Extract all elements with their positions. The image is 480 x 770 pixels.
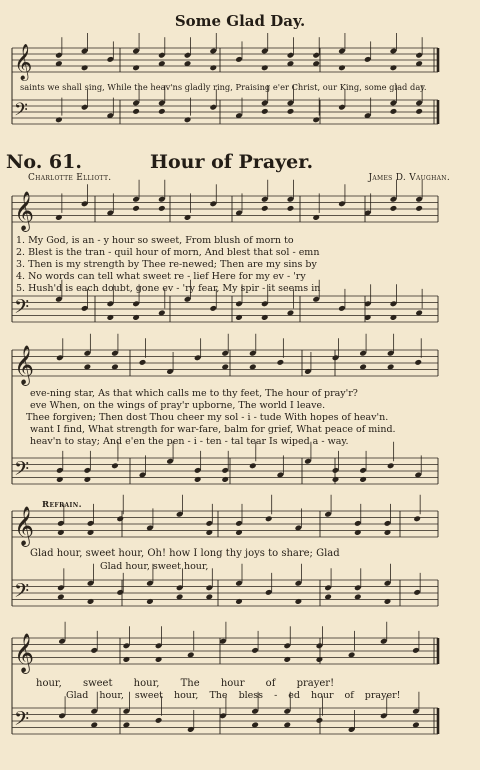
lyricist-credit: Charlotte Elliott. [28, 173, 112, 183]
svg-text:𝄢: 𝄢 [14, 100, 28, 126]
verse-4-line-a: 4. No words can tell what sweet re - lief Here for my ev - 'ry [16, 271, 306, 282]
verse-4-line-b: want I find, What strength for war-fare, balm for grief, What peace of mind. [30, 424, 396, 435]
verse-1-line-a: 1. My God, is an - y hour so sweet, From blush of morn to [16, 235, 294, 246]
verse-1-line-b: eve-ning star, As that which calls me to thy feet, The hour of pray'r? [30, 388, 358, 399]
hymn-number: No. 61. [6, 151, 82, 173]
svg-text:𝄞: 𝄞 [14, 345, 34, 384]
svg-text:𝄞: 𝄞 [14, 506, 34, 545]
svg-text:𝄢: 𝄢 [14, 706, 30, 735]
svg-text:𝄞: 𝄞 [14, 44, 33, 80]
refrain-line-2: hour, sweet hour, The hour of prayer! [36, 678, 335, 689]
verse-3-line-a: 3. Then is my strength by Thee re-newed; Then are my sins by [16, 259, 317, 270]
previous-hymn-title: Some Glad Day. [174, 12, 306, 30]
verse-5-line-a: 5. Hush'd is each doubt, gone ev - 'ry fear, My spir - it seems in [16, 283, 321, 294]
verse-2-line-b: eve When, on the wings of pray'r upborne, The world I leave. [30, 400, 326, 411]
refrain-line-1: Glad hour, sweet hour, Oh! how I long thy joys to share; Glad [30, 548, 340, 559]
hymn-title: Hour of Prayer. [150, 151, 314, 173]
verse-5-line-b: heav'n to stay; And e'en the pen - i - ten - tal tear Is wiped a - way. [30, 436, 349, 447]
refrain-line-1-bass: Glad hour, sweet hour, [100, 561, 209, 572]
refrain-line-2-bass: Glad hour, sweet hour, The bless - ed hour of prayer! [66, 690, 401, 701]
previous-hymn-lyric: saints we shall sing, While the heav'ns gladly ring, Praising e'er Christ, our King, some glad day. [20, 82, 427, 92]
svg-text:𝄢: 𝄢 [14, 578, 30, 607]
composer-credit: James D. Vaughan. [368, 173, 450, 183]
svg-text:𝄞: 𝄞 [14, 191, 34, 230]
verse-3-line-b: Thee forgiven; Then dost Thou cheer my sol - i - tude With hopes of heav'n. [26, 412, 389, 423]
verse-2-line-a: 2. Blest is the tran - quil hour of morn, And blest that sol - emn [16, 247, 320, 258]
refrain-label: Refrain. [42, 500, 82, 510]
svg-text:𝄞: 𝄞 [14, 633, 34, 672]
svg-text:𝄢: 𝄢 [14, 294, 30, 323]
svg-text:𝄢: 𝄢 [14, 456, 30, 485]
